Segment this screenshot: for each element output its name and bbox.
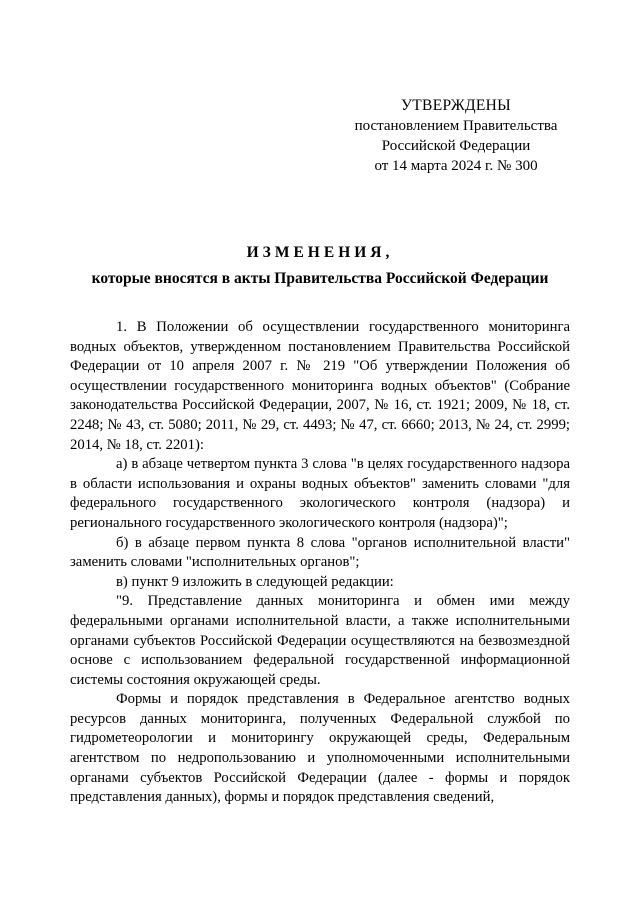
paragraph: б) в абзаце первом пункта 8 слова "органов исполнительной власти" заменить словами "исполнительных органов"; <box>70 534 570 571</box>
document-title: ИЗМЕНЕНИЯ, <box>246 244 394 261</box>
approval-line: Российской Федерации <box>381 138 531 154</box>
paragraph: 1. В Положении об осуществлении государственного мониторинга водных объектов, утвержденном постановлением Правительства Российской Федерации от 10 апреля 2007 г. № 219 "Об утверждении Положения об осуществлении государственного мониторинга водных объектов" (Собрание законодательства Российской Федерации, 2007, № 16, ст. 1921; 2009, № 18, ст. 2248; № 43, ст. 5080; 2011, № 29, ст. 4493; № 47, ст. 6660; 2013, № 24, ст. 2999; 2014, № 18, ст. 2201): <box>70 319 570 453</box>
paragraph: Формы и порядок представления в Федеральное агентство водных ресурсов данных мониторинга, полученных Федеральной службой по гидрометеорологии и мониторингу окружающей среды, Федеральным агентством по недропользованию и уполномоченными исполнительными органами субъектов Российской Федерации (далее - формы и порядок представления данных), формы и порядок представления сведений, <box>70 691 570 806</box>
paragraph: а) в абзаце четвертом пункта 3 слова "в целях государственного надзора в области использования и охраны водных объектов" заменить словами "для федерального государственного экологического контроля (надзора) и регионального государственного экологического контроля (надзора)"; <box>70 456 570 531</box>
document-subtitle: которые вносятся в акты Правительства Российской Федерации <box>91 270 549 287</box>
document-title-block <box>70 240 570 292</box>
approval-line: постановлением Правительства <box>354 118 558 134</box>
document-body <box>70 318 570 808</box>
approval-date: от 14 марта 2024 г. № 300 <box>374 158 538 174</box>
approval-stamp <box>340 96 572 176</box>
paragraph: "9. Представление данных мониторинга и обмен ими между федеральными органами исполнительной власти, а также исполнительными органами субъектов Российской Федерации осуществляются на безвозмездной основе с использованием федеральной государственной информационной системы состояния окружающей среды. <box>70 593 570 688</box>
paragraph: в) пункт 9 изложить в следующей редакции: <box>116 573 394 590</box>
approval-heading: УТВЕРЖДЕНЫ <box>401 97 511 114</box>
